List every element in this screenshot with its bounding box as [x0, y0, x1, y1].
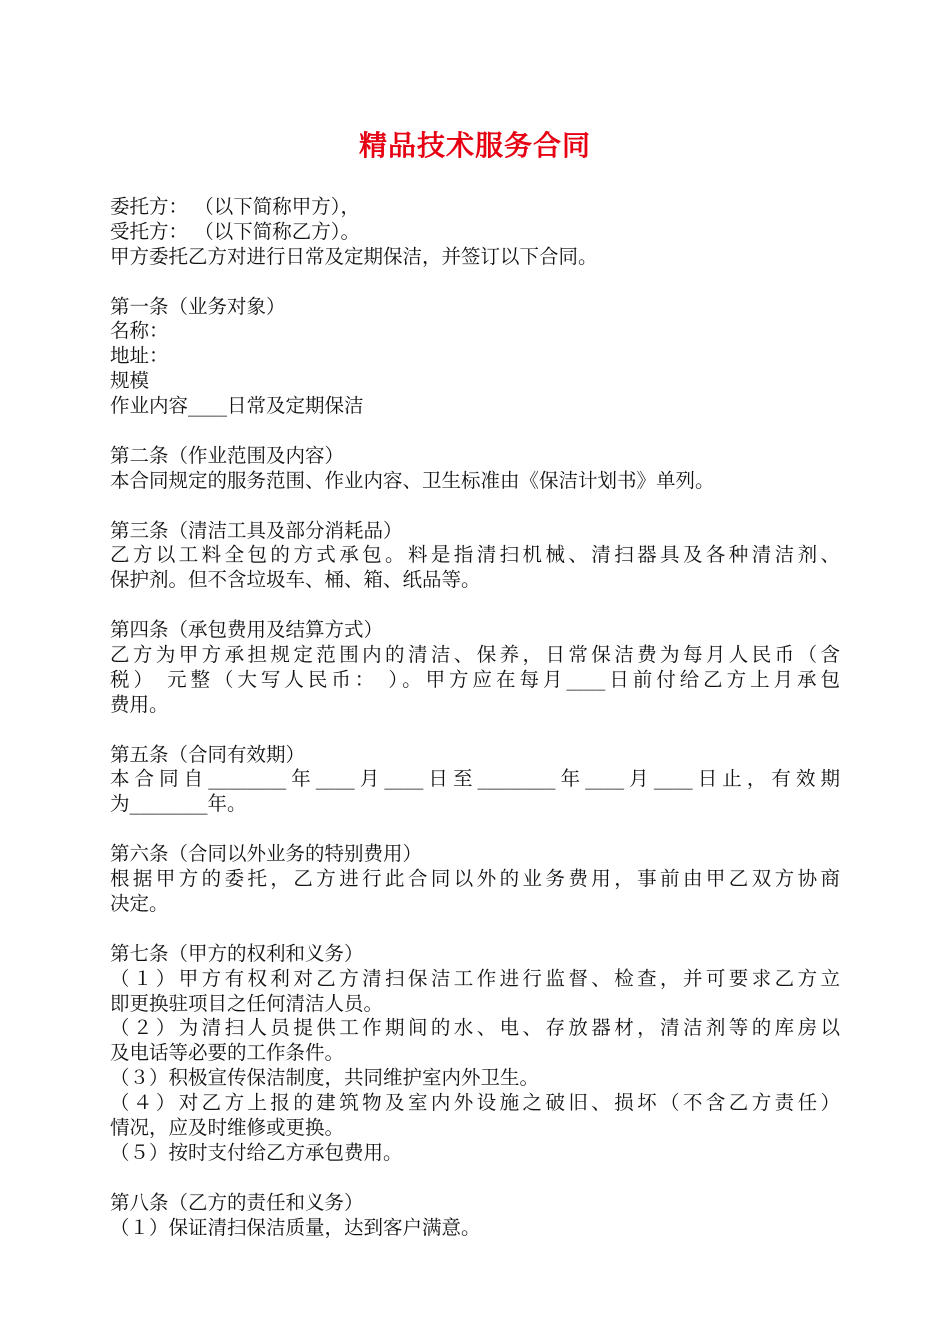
text-line: 第二条（作业范围及内容）	[110, 443, 345, 467]
text-line: 第七条（甲方的权利和义务）	[110, 941, 364, 965]
blank-line	[110, 718, 840, 743]
text-line: 名称：	[110, 319, 169, 343]
text-line: 本合同规定的服务范围、作业内容、卫生标准由《保洁计划书》单列。	[110, 468, 715, 492]
text-line: （３）积极宣传保洁制度，共同维护室内外卫生。	[110, 1066, 540, 1090]
text-line: （４）对乙方上报的建筑物及室内外设施之破旧、损坏（不含乙方责任）	[110, 1091, 840, 1115]
text-line: 甲方委托乙方对进行日常及定期保洁，并签订以下合同。	[110, 244, 598, 268]
text-line: 乙方为甲方承担规定范围内的清洁、保养，日常保洁费为每月人民币（含	[110, 643, 840, 667]
text-line: 根据甲方的委托，乙方进行此合同以外的业务费用，事前由甲乙双方协商	[110, 867, 840, 891]
text-line: 作业内容____日常及定期保洁	[110, 394, 364, 418]
text-line: 为________年。	[110, 792, 247, 816]
blank-line	[110, 1166, 840, 1191]
blank-line	[110, 419, 840, 444]
text-line: 即更换驻项目之任何清洁人员。	[110, 991, 384, 1015]
text-line: 保护剂。但不含垃圾车、桶、箱、纸品等。	[110, 568, 481, 592]
text-line: 第三条（清洁工具及部分消耗品）	[110, 518, 403, 542]
blank-line	[110, 917, 840, 942]
text-line: （１）保证清扫保洁质量，达到客户满意。	[110, 1215, 481, 1239]
text-line: 第八条（乙方的责任和义务）	[110, 1190, 364, 1214]
document-title: 精品技术服务合同	[358, 129, 591, 162]
text-line: （５）按时支付给乙方承包费用。	[110, 1140, 403, 1164]
text-line: 本合同自________年____月____日至________年____月____日止，有效期	[110, 767, 840, 791]
document-body	[110, 195, 840, 1240]
text-line: 决定。	[110, 891, 169, 915]
text-line: 税） 元整（大写人民币： ）。甲方应在每月____日前付给乙方上月承包	[110, 667, 840, 691]
text-line: 及电话等必要的工作条件。	[110, 1041, 345, 1065]
text-line: 受托方： （以下简称乙方）。	[110, 219, 360, 243]
text-line: 情况，应及时维修或更换。	[110, 1115, 345, 1139]
text-line: 规模	[110, 369, 150, 393]
text-line: 委托方： （以下简称甲方），	[110, 195, 360, 218]
blank-line	[110, 270, 840, 295]
text-line: 第四条（承包费用及结算方式）	[110, 618, 384, 642]
text-line: 第六条（合同以外业务的特别费用）	[110, 842, 423, 866]
blank-line	[110, 593, 840, 618]
blank-line	[110, 817, 840, 842]
text-line: 费用。	[110, 692, 169, 716]
text-line: 第五条（合同有效期）	[110, 742, 306, 766]
text-line: 地址：	[110, 344, 169, 368]
text-line: 第一条（业务对象）	[110, 294, 286, 318]
text-line: （２）为清扫人员提供工作期间的水、电、存放器材，清洁剂等的库房以	[110, 1016, 840, 1040]
blank-line	[110, 494, 840, 519]
text-line: 乙方以工料全包的方式承包。料是指清扫机械、清扫器具及各种清洁剂、	[110, 543, 840, 567]
text-line: （１）甲方有权利对乙方清扫保洁工作进行监督、检查，并可要求乙方立	[110, 966, 840, 990]
